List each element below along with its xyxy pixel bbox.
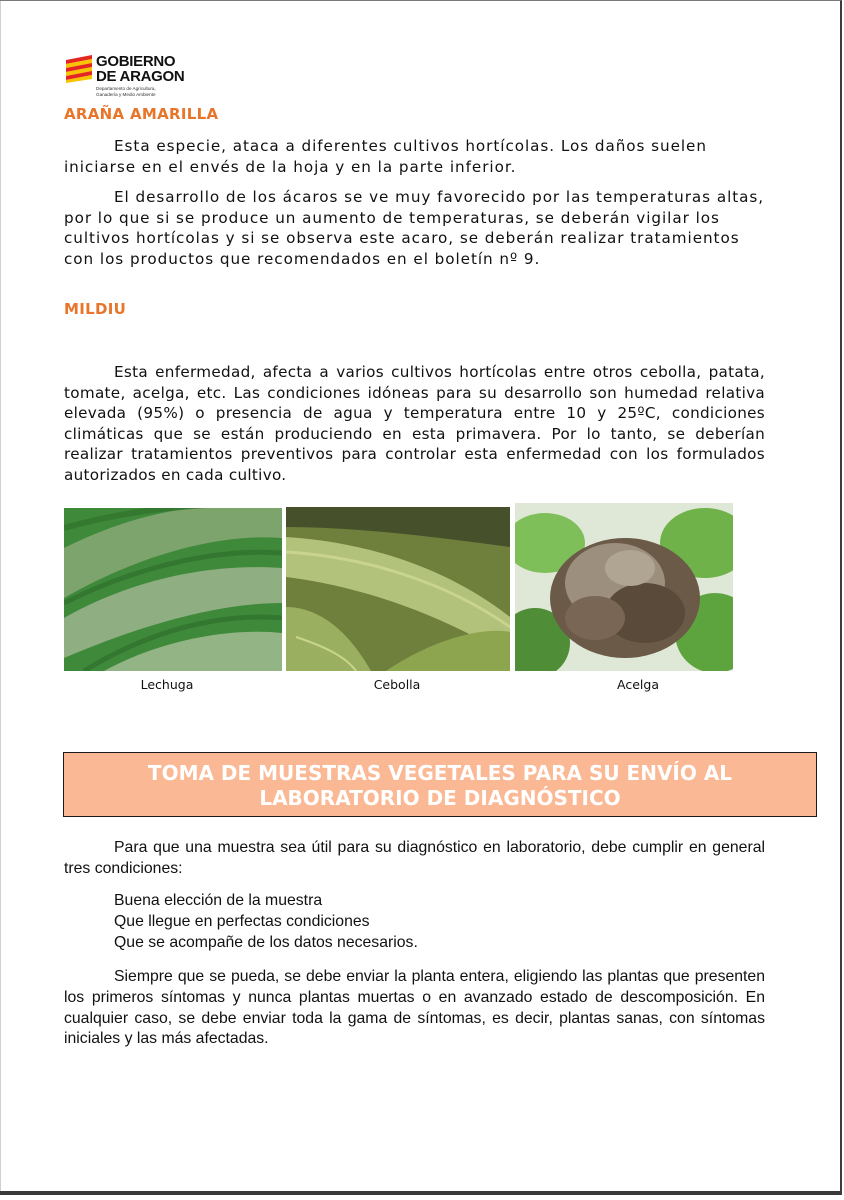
- logo-subtitle-line1: Departamento de Agricultura,: [96, 86, 156, 91]
- paragraph-arana-1-text: Esta especie, ataca a diferentes cultivos hortícolas. Los daños suelen iniciarse en el envés de la hoja y en la parte inferior.: [64, 137, 707, 176]
- conditions-list: [114, 891, 418, 953]
- paragraph-muestras-2-text: Siempre que se pueda, se debe enviar la planta entera, eligiendo las plantas que presenten los primeros síntomas y nunca plantas muertas o en avanzado estado de descomposición. En cualquier caso, se debe enviar toda la gama de síntomas, es decir, plantas sanas, con síntomas iniciales y las más afectadas.: [64, 968, 765, 1048]
- heading-mildiu: MILDIU: [64, 300, 127, 318]
- onion-leaf-image-icon: [286, 507, 510, 671]
- caption-acelga: Acelga: [617, 677, 659, 692]
- paragraph-mildiu-text: Esta enfermedad, afecta a varios cultivos hortícolas entre otros cebolla, patata, tomate, acelga, etc. Las condiciones idóneas para su desarrollo son humedad relativa elevada (95%) o presencia de agua y temperatura entre 10 y 25ºC, condiciones climáticas que se están produciendo en esta primavera. Por lo tanto, se deberían realizar tratamientos preventivos para controlar esta enfermedad con los formulados autorizados en cada cultivo.: [64, 363, 765, 484]
- lettuce-leaf-image-icon: [64, 508, 282, 671]
- logo-title-line1: GOBIERNO: [96, 53, 176, 70]
- logo-subtitle: [96, 86, 176, 97]
- banner-line1: TOMA DE MUESTRAS VEGETALES PARA SU ENVÍO AL: [147, 761, 733, 785]
- list-item: Que llegue en perfectas condiciones: [114, 912, 370, 930]
- section-banner: [63, 752, 817, 817]
- list-item: Que se acompañe de los datos necesarios.: [114, 933, 418, 951]
- chard-plant-image-icon: [515, 503, 733, 671]
- photo-lechuga: [64, 508, 282, 671]
- banner-line2: LABORATORIO DE DIAGNÓSTICO: [259, 786, 621, 810]
- caption-cebolla: Cebolla: [373, 677, 421, 692]
- paragraph-muestras-2: [64, 967, 765, 1050]
- photo-cebolla: [286, 507, 510, 671]
- photo-acelga: [515, 503, 733, 671]
- caption-lechuga: Lechuga: [140, 677, 194, 692]
- paragraph-arana-2-text: El desarrollo de los ácaros se ve muy favorecido por las temperaturas altas, por lo que si se produce un aumento de temperaturas, se deberán vigilar los cultivos hortícolas y si se observa este acaro, se deberán realizar tratamientos con los productos que recomendados en el boletín nº 9.: [64, 188, 765, 268]
- paragraph-muestras-intro-text: Para que una muestra sea útil para su diagnóstico en laboratorio, debe cumplir en general tres condiciones:: [64, 839, 765, 877]
- paragraph-mildiu: [64, 362, 765, 486]
- logo-subtitle-line2: Ganadería y Medio Ambiente: [96, 91, 156, 97]
- paragraph-arana-2: [64, 187, 765, 269]
- list-item: Buena elección de la muestra: [114, 892, 323, 909]
- aragon-flag-icon: [66, 55, 92, 83]
- logo-title-line2: DE ARAGON: [96, 68, 185, 85]
- paragraph-muestras-intro: [64, 838, 765, 880]
- heading-arana-amarilla: ARAÑA AMARILLA: [64, 105, 219, 123]
- gobierno-aragon-logo: [66, 52, 206, 108]
- paragraph-arana-1: [64, 136, 765, 177]
